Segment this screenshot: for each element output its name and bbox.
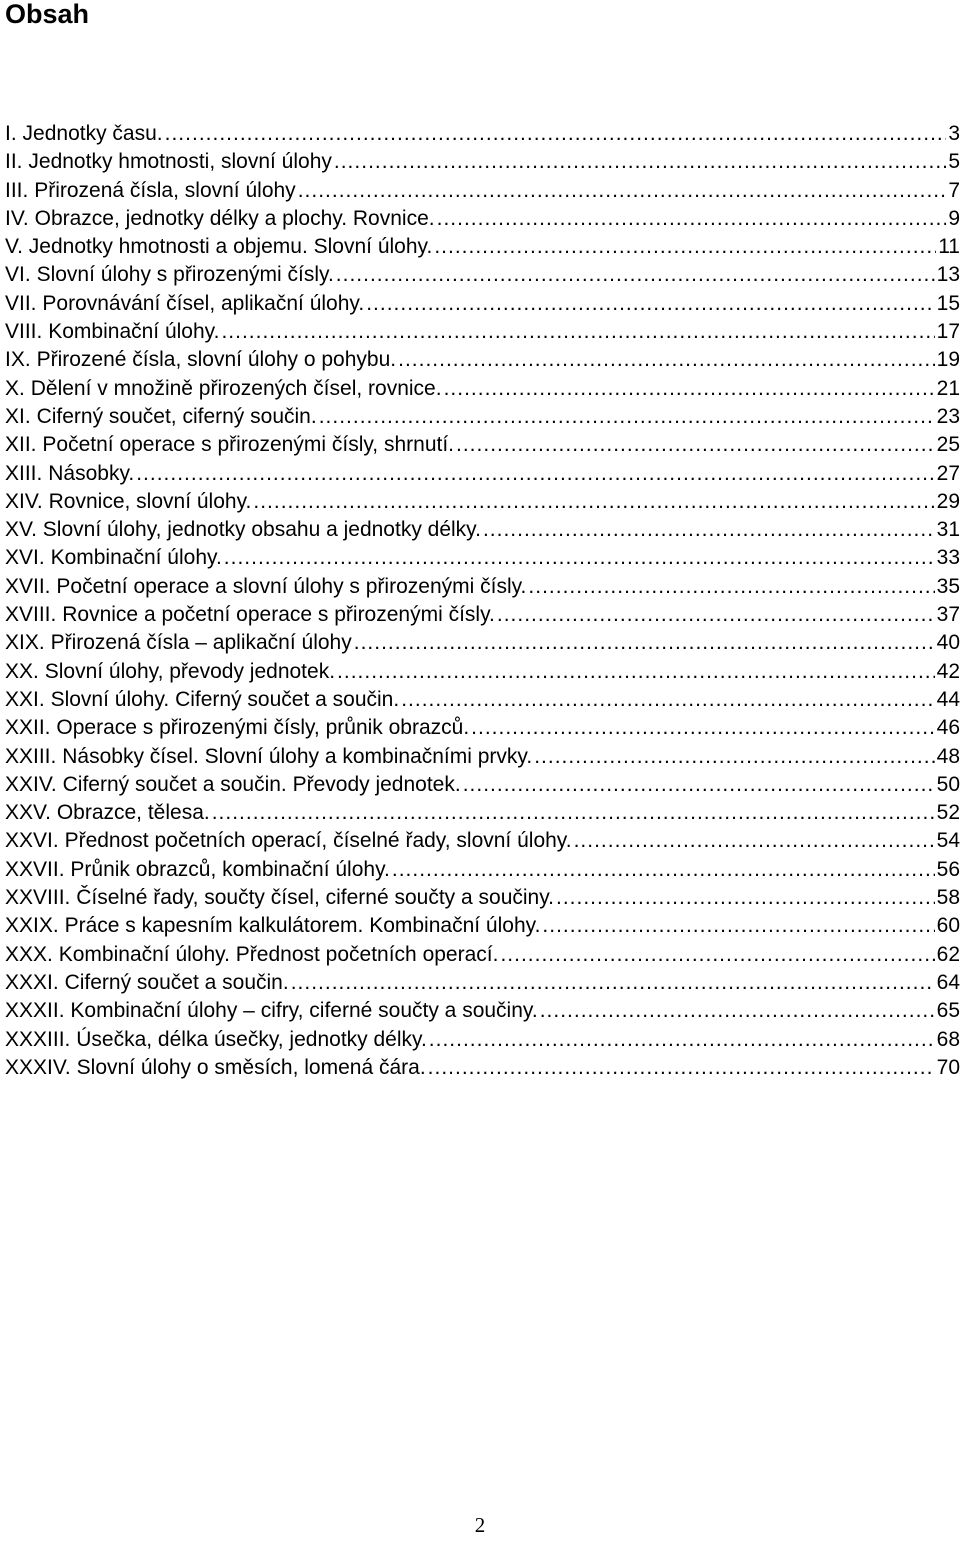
toc-entry [5,771,960,799]
toc-entry-number: XV. [5,518,37,542]
toc-entry-title: Práce s kapesním kalkulátorem. Kombinační úlohy. [64,914,541,938]
toc-entry-title: Přirozené čísla, slovní úlohy o pohybu. [36,348,397,372]
toc-entry-page: 52 [936,801,960,825]
toc-dot-leader [556,884,935,912]
toc-entry-title: Násobky. [48,461,135,485]
toc-entry-number: I. [5,122,17,145]
toc-entry-title: Přednost početních operací, číselné řady, slovní úlohy. [64,829,572,853]
toc-entry-title: Slovní úlohy. Ciferný součet a součin. [50,687,400,711]
toc-dot-leader [221,318,934,346]
toc-entry-page: 7 [948,178,960,202]
toc-dot-leader [165,120,947,148]
toc-entry-title: Slovní úlohy, převody jednotek. [44,659,336,683]
toc-entry-page: 46 [936,716,960,740]
toc-entry [5,516,960,544]
toc-entry-title: Porovnávání čísel, aplikační úlohy. [42,291,365,315]
toc-entry-title: Dělení v množině přirozených čísel, rovnice. [30,376,442,400]
page-title: Obsah [5,0,90,29]
toc-entry-title: Slovní úlohy s přirozenými čísly. [36,263,334,287]
toc-dot-leader [337,658,935,686]
toc-entry-number: IV. [5,206,29,230]
toc-entry-number: XXXIII. [5,1027,71,1051]
toc-entry-number: IX. [5,348,31,372]
toc-entry [5,544,960,572]
toc-entry [5,686,960,714]
toc-entry [5,177,960,205]
toc-entry-number: XXXI. [5,970,59,994]
toc-dot-leader [253,488,934,516]
toc-entry-title: Ciferný součet a součin. Převody jednotek. [62,772,461,796]
toc-entry-title: Slovní úlohy o směsích, lomená čára. [76,1055,426,1079]
toc-dot-leader [497,601,935,629]
toc-entry-title: Početní operace a slovní úlohy s přirozenými čísly. [56,574,527,598]
toc-entry-page: 68 [936,1027,960,1051]
toc-entry-page: 65 [936,999,960,1023]
toc-entry-page: 58 [936,886,960,910]
toc-entry-title: Úsečka, délka úsečky, jednotky délky. [76,1027,427,1051]
toc-entry-page: 29 [936,489,960,513]
toc-entry-title: Kombinační úlohy – cifry, ciferné součty a součiny. [70,999,538,1023]
toc-entry-page: 17 [936,320,960,344]
toc-entry-number: VII. [5,291,37,315]
toc-entry-number: XXX. [5,942,53,966]
toc-entry-page: 50 [936,772,960,796]
toc-entry-number: XXXII. [5,999,65,1023]
toc-entry [5,290,960,318]
toc-entry-number: XIX. [5,631,45,655]
toc-entry-title: Průnik obrazců, kombinační úlohy. [70,857,390,881]
toc-entry [5,573,960,601]
toc-dot-leader [471,714,934,742]
toc-dot-leader [398,346,935,374]
toc-entry [5,827,960,855]
toc-entry-number: XXVIII. [5,886,71,910]
table-of-contents [5,120,960,1082]
toc-entry-title: Kombinační úlohy. [50,546,222,570]
toc-dot-leader [392,856,935,884]
toc-dot-leader [319,403,935,431]
toc-dot-leader [336,261,935,289]
toc-entry-title: Číselné řady, součty čísel, ciferné součty a součiny. [76,886,554,910]
toc-dot-leader [224,544,935,572]
toc-entry [5,969,960,997]
toc-dot-leader [456,431,935,459]
toc-entry-page: 37 [936,603,960,627]
toc-entry-page: 3 [948,122,960,145]
toc-entry-number: XVIII. [5,603,57,627]
toc-entry-page: 13 [936,263,960,287]
toc-entry-title: Jednotky hmotnosti a objemu. Slovní úlohy. [28,235,433,259]
toc-entry-title: Jednotky hmotnosti, slovní úlohy [28,150,332,174]
toc-entry-page: 15 [936,291,960,315]
toc-entry-page: 9 [948,206,960,230]
toc-entry-number: V. [5,235,23,259]
toc-entry-page: 60 [936,914,960,938]
toc-entry-title: Ciferný součet, ciferný součin. [36,404,317,428]
toc-entry [5,912,960,940]
toc-entry [5,799,960,827]
toc-entry-page: 21 [936,376,960,400]
toc-dot-leader [463,771,935,799]
toc-entry-title: Rovnice, slovní úlohy. [48,489,252,513]
toc-entry-number: XIII. [5,461,43,485]
toc-dot-leader [136,460,934,488]
toc-entry [5,233,960,261]
toc-entry-page: 40 [936,631,960,655]
toc-entry-page: 62 [936,942,960,966]
toc-entry-page: 31 [936,518,960,542]
toc-entry-number: XI. [5,404,31,428]
toc-entry-number: XXVI. [5,829,59,853]
toc-entry-page: 64 [936,970,960,994]
toc-dot-leader [540,997,935,1025]
toc-entry-page: 48 [936,744,960,768]
toc-entry-title: Početní operace s přirozenými čísly, shrnutí. [42,433,455,457]
toc-dot-leader [483,516,935,544]
toc-entry-page: 23 [936,404,960,428]
toc-entry [5,346,960,374]
toc-entry-page: 25 [936,433,960,457]
toc-entry-number: III. [5,178,29,202]
toc-dot-leader [500,941,934,969]
toc-entry [5,318,960,346]
toc-entry [5,460,960,488]
toc-entry-title: Obrazce, jednotky délky a plochy. Rovnice. [34,206,435,230]
toc-entry-title: Operace s přirozenými čísly, průnik obrazců. [56,716,470,740]
toc-entry-number: XXVII. [5,857,65,881]
toc-entry [5,658,960,686]
toc-entry-title: Kombinační úlohy. Přednost početních operací. [58,942,499,966]
toc-entry [5,205,960,233]
toc-dot-leader [542,912,934,940]
toc-dot-leader [444,375,935,403]
toc-entry [5,120,960,148]
toc-dot-leader [434,233,936,261]
toc-entry-title: Kombinační úlohy. [48,320,220,344]
toc-entry-page: 27 [936,461,960,485]
toc-dot-leader [429,1026,935,1054]
toc-entry-number: XXII. [5,716,51,740]
toc-dot-leader [528,573,934,601]
toc-entry-number: XXXIV. [5,1055,71,1079]
toc-entry-number: XXIX. [5,914,59,938]
toc-entry-number: XXV. [5,801,51,825]
toc-entry-title: Ciferný součet a součin. [64,970,289,994]
toc-entry-page: 5 [948,150,960,174]
toc-entry-number: X. [5,376,25,400]
toc-entry-title: Rovnice a početní operace s přirozenými čísly. [62,603,495,627]
toc-entry-number: XIV. [5,489,43,513]
toc-entry-title: Obrazce, tělesa. [56,801,210,825]
toc-entry-number: XXIV. [5,772,57,796]
toc-entry [5,601,960,629]
toc-entry-number: XX. [5,659,39,683]
toc-entry-page: 11 [938,235,960,259]
toc-entry [5,884,960,912]
toc-entry-number: XVI. [5,546,45,570]
toc-entry [5,941,960,969]
toc-entry-page: 54 [936,829,960,853]
toc-entry-page: 70 [936,1055,960,1079]
toc-dot-leader [298,177,947,205]
toc-entry-page: 35 [936,574,960,598]
toc-entry [5,1026,960,1054]
toc-entry-title: Přirozená čísla, slovní úlohy [34,178,296,202]
toc-entry [5,997,960,1025]
toc-entry [5,431,960,459]
toc-entry [5,856,960,884]
toc-entry-title: Slovní úlohy, jednotky obsahu a jednotky délky. [42,518,481,542]
toc-entry [5,403,960,431]
toc-entry-page: 19 [936,348,960,372]
toc-dot-leader [401,686,934,714]
toc-entry [5,261,960,289]
toc-entry-title: Násobky čísel. Slovní úlohy a kombinačními prvky. [62,744,533,768]
toc-entry [5,743,960,771]
toc-dot-leader [366,290,934,318]
toc-dot-leader [428,1054,935,1082]
toc-entry [5,148,960,176]
toc-entry [5,714,960,742]
page-number: 2 [474,1513,486,1537]
toc-dot-leader [437,205,947,233]
toc-entry-page: 33 [936,546,960,570]
toc-entry-number: XXI. [5,687,45,711]
toc-entry [5,1054,960,1082]
toc-entry-page: 42 [936,659,960,683]
toc-dot-leader [574,827,935,855]
toc-dot-leader [534,743,934,771]
toc-dot-leader [212,799,935,827]
toc-dot-leader [354,629,935,657]
toc-entry-title: Přirozená čísla – aplikační úlohy [50,631,352,655]
toc-dot-leader [291,969,935,997]
toc-dot-leader [334,148,946,176]
toc-entry-page: 44 [936,687,960,711]
toc-entry [5,375,960,403]
toc-entry-page: 56 [936,857,960,881]
toc-entry-title: Jednotky času. [22,122,163,145]
toc-entry-number: VI. [5,263,31,287]
toc-entry-number: XXIII. [5,744,57,768]
toc-entry-number: II. [5,150,23,174]
toc-entry-number: VIII. [5,320,43,344]
toc-entry [5,488,960,516]
toc-entry [5,629,960,657]
toc-entry-number: XVII. [5,574,51,598]
toc-entry-number: XII. [5,433,37,457]
